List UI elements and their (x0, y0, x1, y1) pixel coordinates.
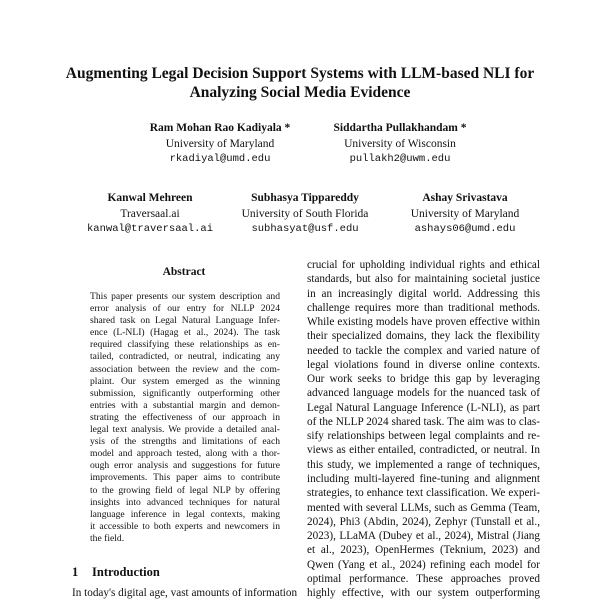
text-line: Qwen (Yang et al., 2024) refining each model for (307, 558, 540, 571)
text-line: entries with a substantial margin and demon- (90, 399, 280, 411)
text-line: of the NLLP 2024 shared task. The aim was to clas- (307, 415, 540, 428)
author-block (130, 121, 310, 168)
text-line: This paper presents our system description and (90, 291, 280, 302)
text-line: While existing models have proven effective within (307, 316, 540, 329)
abstract-heading: Abstract (162, 266, 206, 278)
text-line: association between the review and the com- (90, 363, 280, 375)
author-affiliation: University of South Florida (241, 207, 369, 220)
text-line: needed to tackle the complex and varied nature of (307, 344, 540, 357)
text-line: legal text analysis. We provide a detailed anal- (90, 424, 280, 436)
section-title: Introduction (92, 565, 160, 579)
text-line: shared task on Legal Natural Language Infer- (90, 315, 280, 327)
text-line: highly effective, with our system outperforming (307, 587, 540, 600)
text-line: their specialized domains, they lack the flexibility (307, 330, 540, 343)
text-line: including multi-layered fine-tuning and alignment (307, 472, 540, 485)
text-line: standards, but also for maintaining societal justice (307, 273, 540, 286)
text-line: legal violations found in diverse online contexts. (307, 358, 540, 371)
text-line: this study, we implemented a range of techniques, (307, 458, 540, 471)
text-line: optimal performance. These approaches proved (307, 572, 540, 585)
title-line: Augmenting Legal Decision Support Systems with LLM-based NLI for (65, 65, 535, 82)
author-affiliation: Traversaal.ai (120, 207, 180, 220)
text-line: ence (L-NLI) (Hagag et al., 2024). The task (90, 327, 280, 339)
text-line: 2024), Phi3 (Abdin, 2024), Zephyr (Tunstall et al., (307, 515, 540, 528)
author-name: Ram Mohan Rao Kadiyala * (149, 122, 291, 134)
text-line: 2023), LLaMA (Dubey et al., 2024), Mistral (Jiang (307, 530, 540, 543)
author-block (385, 191, 545, 238)
text-line: Our work seeks to bridge this gap by leveraging (307, 373, 540, 386)
text-line: insights into advanced techniques for natural (90, 496, 280, 508)
author-block (225, 191, 385, 238)
section-number: 1 (72, 565, 79, 579)
text-line: plaint. Our system emerged as the winning (90, 375, 280, 387)
text-line: et al., 2023), OpenHermes (Teknium, 2023) and (307, 544, 540, 557)
text-line: to the growing field of legal NLP by offering (90, 484, 280, 496)
author-block (70, 191, 230, 238)
author-email[interactable]: ashays06@umd.edu (414, 223, 516, 235)
text-line: views as either entailed, contradicted, or neutral. In (307, 444, 540, 457)
text-line: advanced language models for the nuanced task of (307, 387, 540, 400)
author-name: Subhasya Tippareddy (251, 192, 359, 204)
section-heading (72, 565, 160, 580)
text-line: the field. (90, 532, 125, 544)
text-line: challenge requires more than traditional methods. (307, 301, 540, 314)
text-line: crucial for upholding individual rights and ethical (307, 259, 540, 271)
author-name: Ashay Srivastava (422, 192, 508, 204)
text-line: improvements. This paper aims to contribute (90, 472, 280, 484)
text-line: required classifying these relationships as en- (90, 339, 280, 351)
text-line: submission, significantly outperforming other (90, 387, 280, 399)
text-line: error analysis of our entry for NLLP 2024 (90, 303, 280, 315)
author-email[interactable]: pullakh2@uwm.edu (349, 153, 451, 165)
introduction-body (72, 586, 298, 600)
paper-title (0, 64, 600, 102)
text-line: language inference in legal contexts, making (90, 508, 280, 520)
text-line: it accessible to both experts and newcomers in (90, 520, 280, 532)
author-block (310, 121, 490, 168)
author-affiliation: University of Maryland (410, 207, 520, 220)
text-line: in an increasingly digital world. Addressing this (307, 287, 540, 300)
author-name: Kanwal Mehreen (107, 192, 193, 204)
text-line: Legal Natural Language Inference (L-NLI), as part (307, 401, 540, 414)
text-line: In today's digital age, vast amounts of information (72, 587, 298, 599)
right-column-body (307, 258, 540, 600)
author-email[interactable]: rkadiyal@umd.edu (169, 153, 271, 165)
text-line: strating the effectiveness of our approach in (90, 411, 280, 423)
author-affiliation: University of Wisconsin (344, 137, 456, 150)
text-line: mented with several LLMs, such as Gemma (Team, (307, 501, 540, 514)
text-line: strategies, to enhance text classification. We experi- (307, 487, 540, 500)
text-line: ysis of the strengths and limitations of each (90, 436, 280, 448)
text-line: tailed, contradicted, or neutral, indicating any (90, 351, 280, 363)
abstract-body (90, 291, 280, 545)
text-line: model and approach tested, along with a thor- (90, 448, 280, 460)
author-email[interactable]: kanwal@traversaal.ai (86, 223, 214, 235)
author-email[interactable]: subhasyat@usf.edu (251, 223, 359, 235)
author-name: Siddartha Pullakhandam * (333, 122, 467, 134)
text-line: ough error analysis and suggestions for future (90, 460, 280, 472)
title-line: Analyzing Social Media Evidence (189, 84, 411, 101)
author-affiliation: University of Maryland (165, 137, 275, 150)
text-line: sify relationships between legal complaints and re- (307, 430, 540, 443)
